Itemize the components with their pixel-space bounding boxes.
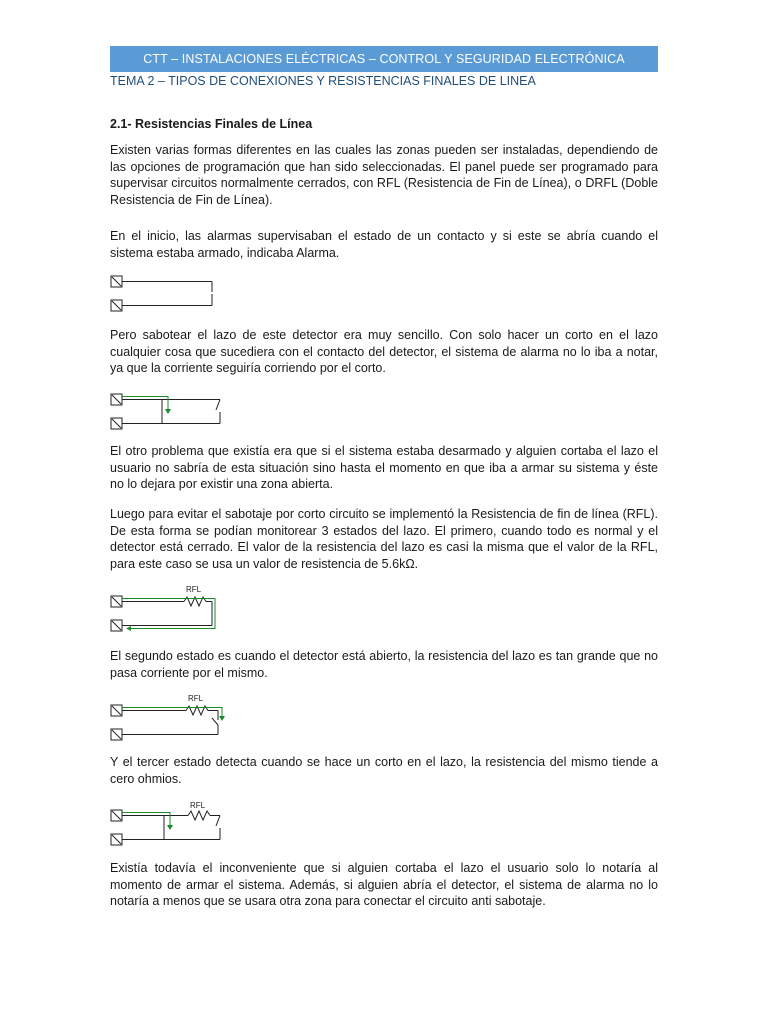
current-arrow-icon [122,599,215,629]
document-header-bar: CTT – INSTALACIONES ELÉCTRICAS – CONTROL Y SEGURIDAD ELECTRÓNICA [110,46,658,72]
paragraph-disarmed-problem: El otro problema que existía era que si el sistema estaba desarmado y alguien cortaba el lazo el usuario no sabría de esta situación sino hasta el momento en que iba a armar su sistema y éste no lo dejara por existir una zona abierta. [110,444,658,492]
rfl-label: RFL [186,585,202,594]
paragraph-short-state: Y el tercer estado detecta cuando se hace un corto en el lazo, la resistencia del mismo tiende a cero ohmios. [110,755,658,786]
paragraph-intro: Existen varias formas diferentes en las cuales las zonas pueden ser instaladas, dependiendo de las opciones de programación que han sido seleccionadas. El panel puede ser programado para supervisar circuitos normalmente cerrados, con RFL (Resistencia de Fin de Línea), o DRFL (Doble Resistencia de Fin de Línea). [110,143,658,207]
current-arrow-icon [122,397,168,413]
diagram-rfl-short [108,800,233,852]
paragraph-remaining-issue: Existía todavía el inconveniente que si alguien cortaba el lazo el usuario solo lo notaría al momento de armar el sistema. Además, si alguien abría el detector, el sistema de alarma no lo notaría a menos que se usara otra zona para conectar el circuito anti sabotaje. [110,861,658,909]
document-subtitle: TEMA 2 – TIPOS DE CONEXIONES Y RESISTENCIAS FINALES DE LINEA [110,74,536,88]
terminal-icon [111,705,122,716]
diagram-short-circuit [108,390,228,432]
detector-contact-open [212,718,218,725]
terminal-icon [111,300,122,311]
diagram-rfl-normal [108,584,228,636]
detector-contact [216,816,220,827]
terminal-icon [111,596,122,607]
terminal-icon [111,418,122,429]
diagram-rfl-open [108,693,233,745]
paragraph-rfl-states: Luego para evitar el sabotaje por corto circuito se implementó la Resistencia de fin de línea (RFL). De esta forma se podían monitorear 3 estados del lazo. El primero, cuando todo es normal y el detector está cerrado. El valor de la resistencia del lazo es casi la misma que el valor de la RFL, para este caso se usa un valor de resistencia de 5.6kΩ. [110,507,658,571]
terminal-icon [111,620,122,631]
terminal-icon [111,834,122,845]
paragraph-open-state: El segundo estado es cuando el detector está abierto, la resistencia del lazo es tan grande que no pasa corriente por el mismo. [110,649,658,680]
rfl-label: RFL [188,694,204,703]
current-arrow-icon [122,813,170,829]
terminal-icon [111,729,122,740]
diagram-closed-loop [108,272,228,314]
paragraph-early-alarms: En el inicio, las alarmas supervisaban el estado de un contacto y si este se abría cuando el sistema estaba armado, indicaba Alarma. [110,229,658,260]
paragraph-sabotage: Pero sabotear el lazo de este detector era muy sencillo. Con solo hacer un corto en el lazo cualquier cosa que sucediera con el contacto del detector, el sistema de alarma no lo iba a notar, ya que la corriente seguiría corriendo por el corto. [110,328,658,376]
terminal-icon [111,276,122,287]
terminal-icon [111,394,122,405]
resistor-icon [188,811,210,820]
rfl-label: RFL [190,801,206,810]
terminal-icon [111,810,122,821]
detector-contact [216,400,220,411]
section-heading: 2.1- Resistencias Finales de Línea [110,117,313,131]
